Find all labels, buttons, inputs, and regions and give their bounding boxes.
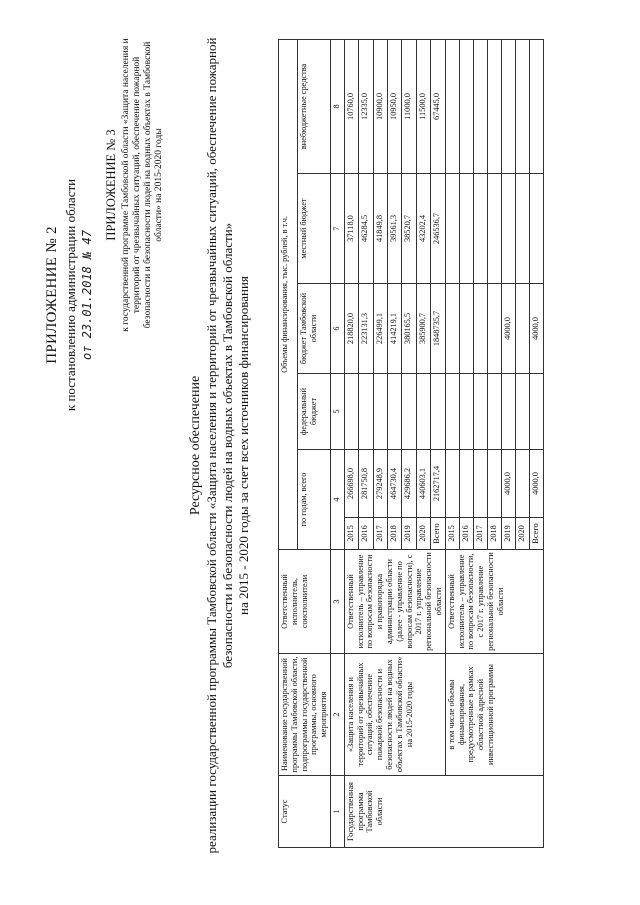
- federal-cell: [529, 374, 543, 450]
- regional-cell: [515, 284, 529, 374]
- year-cell: 2017: [473, 518, 487, 550]
- title-line-3: на 2015 - 2020 годы за счет всех источников финансирования: [235, 276, 251, 615]
- offbudget-cell: 11500,0: [416, 39, 430, 173]
- offbudget-cell: 10760,0: [344, 39, 358, 173]
- resource-table: [278, 39, 544, 848]
- appendix-sub-title: ПРИЛОЖЕНИЕ № 3: [104, 129, 118, 241]
- regional-cell: 218820,0: [344, 284, 358, 374]
- local-cell: 38520,7: [402, 174, 416, 284]
- appendix-main-title: ПРИЛОЖЕНИЕ № 2: [44, 226, 60, 364]
- status-cell: Государственная программа Тамбовской области: [344, 776, 543, 848]
- total-cell: 281750,8: [359, 450, 373, 518]
- appendix-header: [44, 35, 94, 555]
- decree-date-number: от 23.01.2018 № 47: [80, 229, 94, 361]
- year-cell: 2020: [515, 518, 529, 550]
- document-title: [188, 37, 252, 854]
- header-funding-group: Объемы финансирования, тыс. рублей, в т.ч.: [279, 39, 298, 549]
- local-cell: [501, 174, 515, 284]
- col-number: 5: [330, 374, 344, 450]
- total-cell: 4000,0: [529, 450, 543, 518]
- local-cell: [529, 174, 543, 284]
- regional-cell: 223131,3: [359, 284, 373, 374]
- local-cell: 39561,3: [388, 174, 402, 284]
- document-sheet: [40, 27, 600, 872]
- federal-cell: [515, 374, 529, 450]
- regional-cell: 414219,1: [388, 284, 402, 374]
- regional-cell: 226499,1: [373, 284, 387, 374]
- local-cell: 41849,8: [373, 174, 387, 284]
- total-cell: [487, 450, 501, 518]
- decree-reference: к постановлению администрации области: [63, 178, 78, 412]
- offbudget-cell: [445, 39, 459, 173]
- offbudget-cell: 67445,0: [431, 39, 445, 173]
- total-cell: [473, 450, 487, 518]
- total-cell: 2162717,4: [431, 450, 445, 518]
- offbudget-cell: 10950,0: [388, 39, 402, 173]
- local-cell: 46284,5: [359, 174, 373, 284]
- header-name: Наименование государственной программы Тамбовской области, подпрограммы государственной программы, основного мероприятия: [279, 654, 331, 776]
- table-row: [445, 39, 459, 847]
- column-number-row: [330, 39, 344, 847]
- year-cell: Всего: [529, 518, 543, 550]
- federal-cell: [359, 374, 373, 450]
- federal-cell: [501, 374, 515, 450]
- year-cell: 2020: [416, 518, 430, 550]
- title-line-2: реализации государственной программы Тамбовской области «Защита населения и территорий от чрезвычайных ситуаций, обеспечение пожарной безопасности и безопасности людей на водных объектах в Тамбовской области»: [204, 37, 235, 854]
- local-cell: [445, 174, 459, 284]
- header-federal: федеральный бюджет: [297, 374, 330, 450]
- offbudget-cell: 12335,0: [359, 39, 373, 173]
- total-cell: 440603,1: [416, 450, 430, 518]
- col-number: 2: [330, 654, 344, 776]
- header-offbudget: внебюджетные средства: [297, 39, 330, 173]
- federal-cell: [473, 374, 487, 450]
- total-cell: [445, 450, 459, 518]
- total-cell: 4000,0: [501, 450, 515, 518]
- local-cell: [515, 174, 529, 284]
- total-cell: [515, 450, 529, 518]
- col-number: 6: [330, 284, 344, 374]
- offbudget-cell: [459, 39, 473, 173]
- year-cell: 2016: [459, 518, 473, 550]
- col-number: 3: [330, 550, 344, 654]
- year-cell: 2015: [445, 518, 459, 550]
- offbudget-cell: 11000,0: [402, 39, 416, 173]
- federal-cell: [402, 374, 416, 450]
- local-cell: [473, 174, 487, 284]
- header-total: по годам, всего: [297, 450, 330, 550]
- year-cell: 2016: [359, 518, 373, 550]
- total-cell: [459, 450, 473, 518]
- year-cell: 2018: [388, 518, 402, 550]
- col-number: 4: [330, 450, 344, 550]
- year-cell: 2015: [344, 518, 358, 550]
- offbudget-cell: [515, 39, 529, 173]
- table-row: [344, 39, 358, 847]
- program-name-cell: «Защита населения и территорий от чрезвычайных ситуаций, обеспечение пожарной безопасности и безопасности людей на водных объектах в Тамбовской области» на 2015-2020 годы: [344, 654, 445, 776]
- appendix-sub-header: [104, 35, 166, 335]
- responsible-cell: Ответственный исполнитель – управление по вопросам безопасности, с 2017 г. управление региональной безопасности области: [445, 550, 543, 654]
- regional-cell: [445, 284, 459, 374]
- year-cell: 2018: [487, 518, 501, 550]
- program-name-cell: в том числе объемы финансирования, предусмотренные в рамках областной адресной инвестиционной программы: [445, 654, 543, 776]
- federal-cell: [431, 374, 445, 450]
- local-cell: 43202,4: [416, 174, 430, 284]
- local-cell: 246536,7: [431, 174, 445, 284]
- offbudget-cell: 10900,0: [373, 39, 387, 173]
- header-status: Статус: [279, 776, 331, 848]
- year-cell: 2017: [373, 518, 387, 550]
- local-cell: [459, 174, 473, 284]
- year-cell: Всего: [431, 518, 445, 550]
- header-responsible: Ответственный исполнитель, соисполнители: [279, 550, 331, 654]
- table-body: [344, 39, 543, 847]
- regional-cell: 380165,5: [402, 284, 416, 374]
- regional-cell: 1848735,7: [431, 284, 445, 374]
- col-number: 8: [330, 39, 344, 173]
- total-cell: 279248,9: [373, 450, 387, 518]
- appendix-sub-text: к государственной программе Тамбовской области «Защита населения и территорий от чрезвычайных ситуаций, обеспечение пожарной безопасности и безопасности людей на водных объектах в Тамбовской области» на 2015-2020 годы: [120, 38, 165, 332]
- offbudget-cell: [501, 39, 515, 173]
- header-local: местный бюджет: [297, 174, 330, 284]
- col-number: 7: [330, 174, 344, 284]
- local-cell: [487, 174, 501, 284]
- regional-cell: [459, 284, 473, 374]
- regional-cell: [487, 284, 501, 374]
- total-cell: 266698,0: [344, 450, 358, 518]
- federal-cell: [388, 374, 402, 450]
- year-cell: 2019: [501, 518, 515, 550]
- total-cell: 464730,4: [388, 450, 402, 518]
- responsible-cell: Ответственный исполнитель – управление по вопросам безопасности и правопорядка администрации области (далее - управление по вопросам безопасности), с 2017 г. управление региональной безопасности области: [344, 550, 445, 654]
- federal-cell: [445, 374, 459, 450]
- federal-cell: [487, 374, 501, 450]
- year-cell: 2019: [402, 518, 416, 550]
- regional-cell: 385900,7: [416, 284, 430, 374]
- federal-cell: [373, 374, 387, 450]
- federal-cell: [416, 374, 430, 450]
- offbudget-cell: [487, 39, 501, 173]
- regional-cell: 4000,0: [501, 284, 515, 374]
- header-regional: бюджет Тамбовской области: [297, 284, 330, 374]
- title-line-1: Ресурсное обеспечение: [188, 375, 203, 516]
- federal-cell: [459, 374, 473, 450]
- offbudget-cell: [529, 39, 543, 173]
- col-number: 1: [330, 776, 344, 848]
- local-cell: 37118,0: [344, 174, 358, 284]
- offbudget-cell: [473, 39, 487, 173]
- regional-cell: [473, 284, 487, 374]
- total-cell: 429686,2: [402, 450, 416, 518]
- federal-cell: [344, 374, 358, 450]
- regional-cell: 4000,0: [529, 284, 543, 374]
